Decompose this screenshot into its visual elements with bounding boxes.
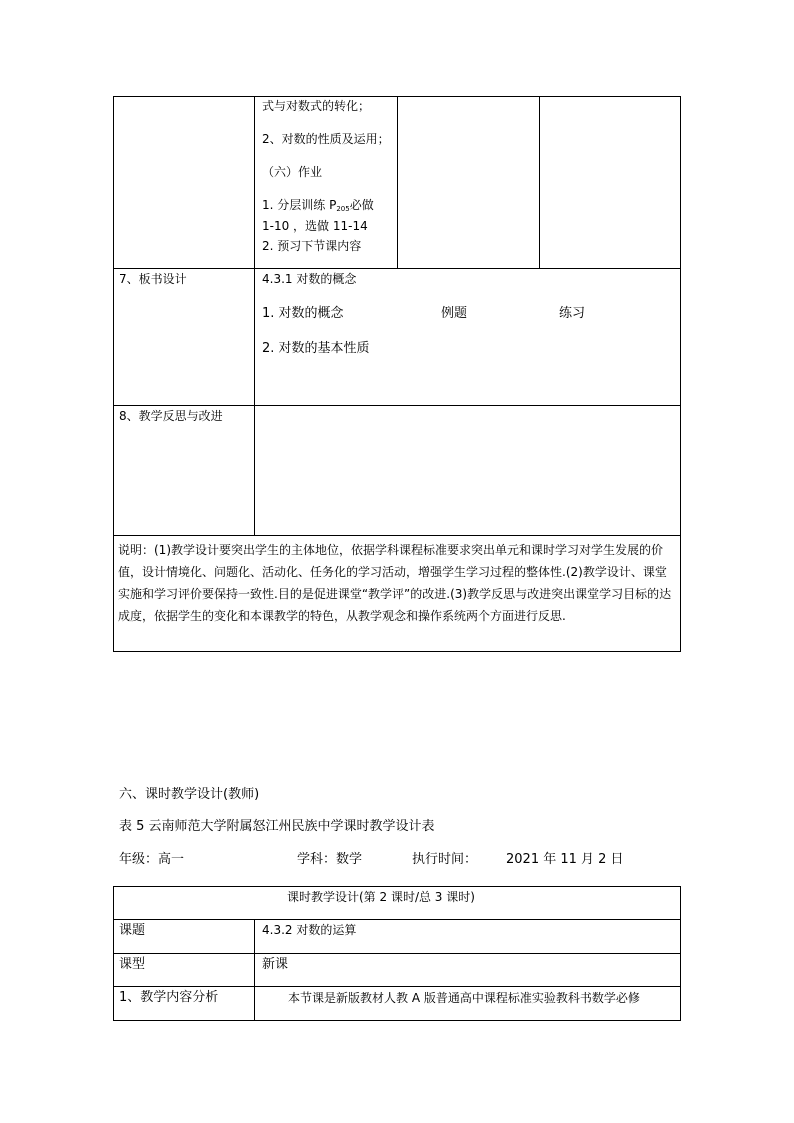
content-analysis-label: 1、教学内容分析 — [119, 990, 219, 1005]
reflection-label: 8、教学反思与改进 — [119, 409, 223, 423]
lesson-type-label: 课型 — [119, 957, 146, 972]
subject-label: 学科：数学 — [297, 852, 363, 867]
lesson-header: 课时教学设计(第 2 课时/总 3 课时) — [287, 890, 475, 904]
board-practice: 练习 — [559, 306, 586, 321]
grade-label: 年级：高一 — [119, 852, 185, 867]
homework-heading: （六）作业 — [262, 165, 323, 179]
topic-value: 4.3.2 对数的运算 — [262, 923, 357, 937]
process-line-1: 式与对数式的转化； — [262, 99, 371, 113]
board-heading: 4.3.1 对数的概念 — [262, 272, 357, 286]
table-caption: 表 5 云南师范大学附属怒江州民族中学课时教学设计表 — [119, 819, 435, 834]
lesson-type-value: 新课 — [262, 957, 289, 972]
time-value: 2021 年 11 月 2 日 — [506, 852, 624, 867]
board-example: 例题 — [441, 306, 468, 321]
homework-line-3: 2. 预习下节课内容 — [262, 239, 362, 253]
board-item-2: 2. 对数的基本性质 — [262, 341, 370, 356]
content-analysis-value: 本节课是新版教材人教 A 版普通高中课程标准实验教科书数学必修 — [288, 991, 640, 1005]
board-item-1: 1. 对数的概念 — [262, 306, 344, 321]
topic-label: 课题 — [119, 923, 146, 938]
homework-line-2: 1-10 ，选做 11-14 — [262, 219, 368, 233]
section-heading: 六、课时教学设计(教师) — [119, 787, 260, 802]
time-label: 执行时间： — [412, 852, 478, 867]
homework-line-1: 1. 分层训练 $P_{205}$必做 — [262, 198, 374, 213]
process-line-2: 2、对数的性质及运用； — [262, 132, 390, 146]
instructions-note: 说明：(1)教学设计要突出学生的主体地位，依据学科课程标准要求突出单元和课时学习对学生发展的价值，设计情境化、问题化、活动化、任务化的学习活动，增强学生学习过程的整体性.(2)教学设计、课堂实施和学习评价要保持一致性.目的是促进课堂“教学评”的改进.(3)教学反思与改进突出课堂学习目标的达成度，依据学生的变化和本课教学的特色，从教学观念和操作系统两个方面进行反思. — [118, 543, 672, 623]
board-design-label: 7、板书设计 — [119, 272, 187, 286]
